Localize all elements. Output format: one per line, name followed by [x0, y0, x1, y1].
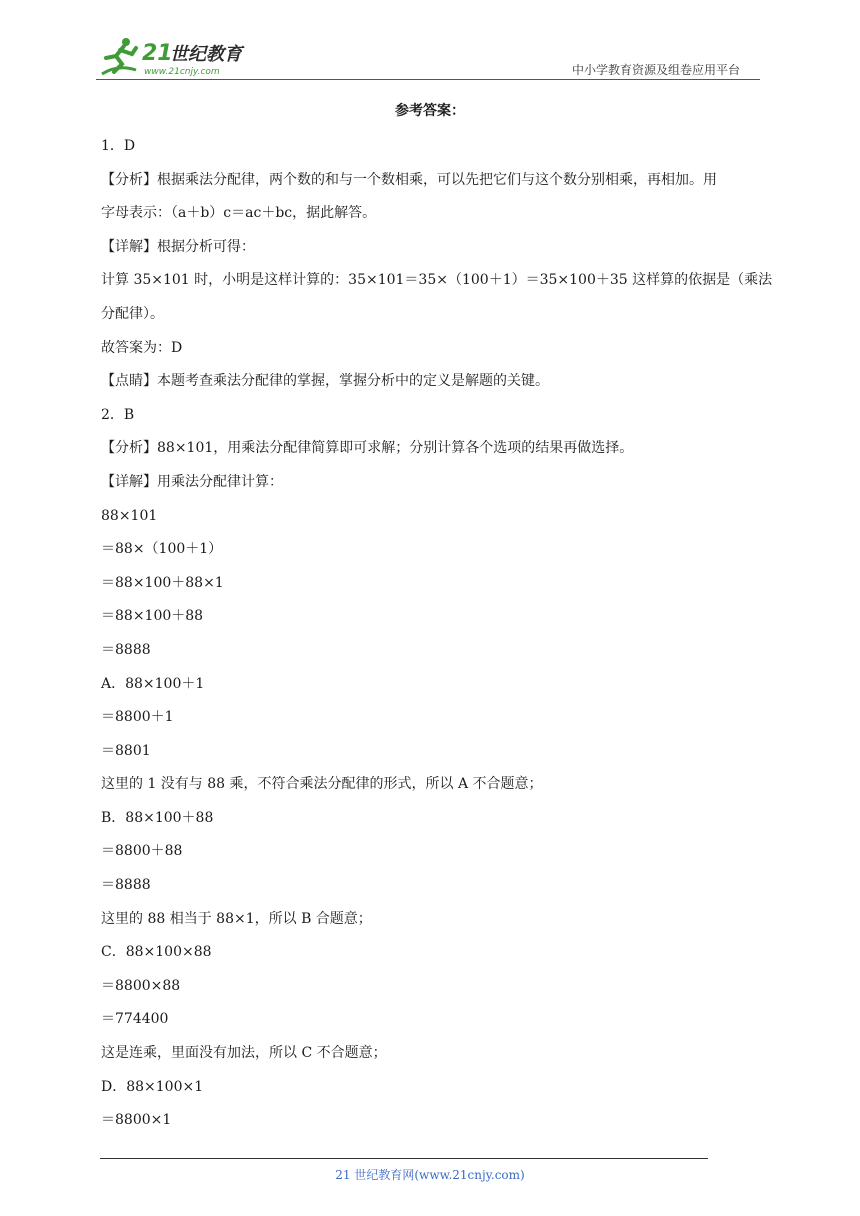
runner-logo-icon [96, 34, 256, 80]
svg-text:21: 21 [142, 41, 173, 66]
text-line: 88×101 [101, 507, 158, 524]
text-line: 【详解】根据分析可得： [101, 238, 255, 255]
text-line: 这里的 1 没有与 88 乘，不符合乘法分配律的形式，所以 A 不合题意； [101, 776, 543, 793]
site-logo [96, 34, 256, 80]
footer-divider [100, 1158, 708, 1159]
answer-content [101, 130, 773, 1138]
text-line: 【分析】88×101，用乘法分配律简算即可求解；分别计算各个选项的结果再做选择。 [101, 440, 634, 457]
text-line: 2．B [101, 406, 135, 423]
platform-name: 中小学教育资源及组卷应用平台 [572, 63, 741, 77]
text-line: ＝774400 [101, 1011, 169, 1028]
text-line: B．88×100＋88 [101, 809, 214, 826]
text-line: ＝8800＋1 [101, 709, 174, 726]
text-line: 分配律）。 [101, 305, 164, 322]
logo-text: 世纪教育 [170, 44, 242, 65]
text-line: 故答案为：D [101, 339, 183, 356]
text-line: ＝8800＋88 [101, 843, 183, 860]
text-line: 字母表示：（a＋b）c＝ac＋bc，据此解答。 [101, 205, 377, 222]
text-line: D．88×100×1 [101, 1078, 204, 1095]
text-line: 这是连乘，里面没有加法，所以 C 不合题意； [101, 1045, 387, 1062]
text-line: ＝8888 [101, 877, 151, 894]
text-line: A．88×100＋1 [101, 675, 205, 692]
text-line: 这里的 88 相当于 88×1，所以 B 合题意； [101, 910, 372, 927]
text-line: 【点睛】本题考查乘法分配律的掌握，掌握分析中的定义是解题的关键。 [101, 373, 549, 390]
text-line: ＝88×（100＋1） [101, 541, 223, 558]
logo-url: www.21cnjy.com [144, 67, 220, 77]
header-divider [96, 79, 760, 80]
page-title: 参考答案： [395, 103, 465, 119]
text-line: C．88×100×88 [101, 944, 212, 961]
footer-text: 21 世纪教育网(www.21cnjy.com) [335, 1168, 525, 1182]
text-line: ＝88×100＋88×1 [101, 574, 224, 591]
text-line: 【分析】根据乘法分配律，两个数的和与一个数相乘，可以先把它们与这个数分别相乘，再相加。用 [101, 171, 717, 188]
text-line: 计算 35×101 时，小明是这样计算的：35×101＝35×（100＋1）＝35×100＋35 这样算的依据是（乘法 [101, 272, 773, 289]
text-line: ＝88×100＋88 [101, 608, 204, 625]
text-line: ＝8801 [101, 742, 151, 759]
text-line: ＝8888 [101, 641, 151, 658]
text-line: ＝8800×88 [101, 977, 181, 994]
text-line: 1．D [101, 138, 136, 154]
text-line: 【详解】用乘法分配律计算： [101, 473, 283, 490]
text-line: ＝8800×1 [101, 1112, 172, 1129]
